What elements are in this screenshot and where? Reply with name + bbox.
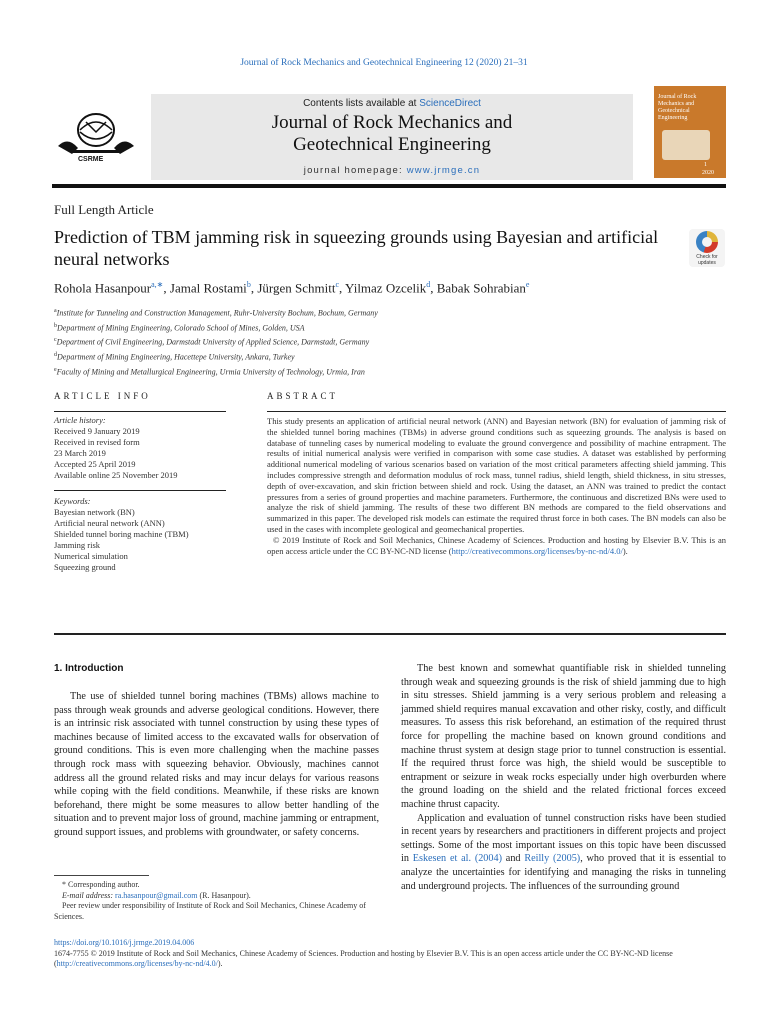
- author-affil-mark[interactable]: b: [246, 280, 251, 289]
- cover-year: 2020: [702, 170, 714, 176]
- email-owner: (R. Hasanpour).: [197, 890, 251, 900]
- author-affil-mark[interactable]: e: [525, 280, 530, 289]
- header-divider: [52, 184, 726, 188]
- journal-cover[interactable]: [654, 86, 726, 178]
- author-sep: ,: [339, 280, 346, 296]
- journal-homepage: [151, 165, 633, 176]
- abstract-copyright: [267, 535, 726, 557]
- affil-text: Department of Mining Engineering, Colorado School of Mines, Golden, USA: [57, 323, 305, 333]
- author-affil-mark[interactable]: c: [335, 280, 339, 289]
- article-info-rule: [54, 411, 226, 412]
- peer-review-note: Peer review under responsibility of Institute of Rock and Soil Mechanics, Chinese Academy of Sciences.: [54, 901, 366, 921]
- body-left-column: [54, 690, 379, 840]
- homepage-prefix: journal homepage:: [303, 165, 407, 176]
- author-affil-mark[interactable]: a,∗: [151, 280, 164, 289]
- affiliations: [54, 305, 378, 378]
- homepage-link[interactable]: www.jrmge.cn: [406, 165, 481, 176]
- affil-mark: c: [54, 337, 57, 344]
- author-sep: ,: [250, 280, 258, 296]
- abstract-rule: [267, 411, 726, 412]
- license-link[interactable]: http://creativecommons.org/licenses/by-nc-nd/4.0/: [451, 545, 623, 556]
- check-updates-icon-core: [702, 237, 712, 247]
- paragraph-text: Application and evaluation of tunnel construction risks have been studied in recent years by researchers and practitioners in different projects and project settings. Some of the most important issues on this topic have been discussed in: [401, 812, 726, 865]
- footnote-rule: [54, 875, 149, 876]
- check-updates-label: Check for updates: [696, 254, 718, 266]
- author-sep: ,: [163, 280, 170, 296]
- copyright-text: © 2019 Institute of Rock and Soil Mechanics, Chinese Academy of Sciences. Production and hosting by Elsevier B.V. This is an open access article under the CC BY-NC-ND license (: [267, 534, 726, 556]
- affil-text: Department of Civil Engineering, Darmstadt University of Applied Science, Darmstadt, Germany: [56, 337, 370, 347]
- affiliation: [54, 334, 378, 349]
- contents-line: [151, 98, 633, 109]
- doi-link[interactable]: https://doi.org/10.1016/j.jrmge.2019.04.006: [54, 938, 195, 947]
- check-for-updates-badge[interactable]: [689, 229, 725, 267]
- affil-text: Department of Mining Engineering, Hacettepe University, Ankara, Turkey: [57, 352, 295, 362]
- citation-link[interactable]: Reilly (2005): [524, 853, 581, 865]
- email-label: E-mail address:: [62, 890, 116, 900]
- body-paragraph: The use of shielded tunnel boring machines (TBMs) allows machine to pass through weak grounds and adverse geological conditions. However, there is an intrinsic risk associated with tunnel construction by using these types of machines because of limited access to the excavated walls for observation of ground conditions. This is even more challenging when the machine passes through rock mass with squeezing behavior. Obviously, machines cannot address all the ground related risks and may incur delays for various reasons while coping with the field conditions. Meanwhile, if these risks are known beforehand, there might be some measures to allow better handling of the situation and to prevent major loss of ground, machine jamming or entrapment, ground support issues, and problems with groundwater, or safety concerns.: [54, 691, 379, 838]
- keywords-label: Keywords:: [54, 496, 91, 506]
- keyword: Squeezing ground: [54, 562, 116, 572]
- abstract-heading: ABSTRACT: [267, 391, 339, 401]
- body-paragraph: [401, 812, 726, 894]
- copyright-end: ).: [622, 545, 628, 556]
- history-item: Received in revised form: [54, 437, 140, 447]
- section-title: 1. Introduction: [54, 663, 124, 674]
- author-sep: ,: [430, 280, 437, 296]
- logo-text: CSRME: [78, 156, 104, 163]
- affil-text: Faculty of Mining and Metallurgical Engineering, Urmia University of Technology, Urmia, Iran: [56, 367, 365, 377]
- abstract: [267, 416, 726, 556]
- corresponding-author-note: * Corresponding author.: [62, 880, 140, 889]
- history-label: Article history:: [54, 415, 106, 425]
- journal-banner: [151, 94, 633, 180]
- affil-text: Institute for Tunneling and Construction Management, Ruhr-University Bochum, Bochum, Germany: [56, 308, 378, 318]
- cover-image: [662, 130, 710, 160]
- keywords: [54, 496, 189, 573]
- body-right-column: [401, 662, 726, 893]
- keyword: Numerical simulation: [54, 551, 128, 561]
- affiliation: [54, 305, 378, 320]
- history-item: Received 9 January 2019: [54, 426, 140, 436]
- author-list: [54, 280, 529, 296]
- citation-link[interactable]: Eskesen et al. (2004): [412, 853, 502, 865]
- affil-mark: d: [54, 351, 57, 358]
- author-name[interactable]: Yilmaz Ozcelik: [345, 280, 427, 296]
- author-name[interactable]: Jürgen Schmitt: [257, 280, 336, 296]
- body-paragraph: The best known and somewhat quantifiable risk in shielded tunneling through weak and squeezing grounds is the risk of shield jamming due to high in situ stresses. Shield jamming is a very serious problem and releasing a jammed shield requires manual excavation and other risky, costly, and difficult measures. To assess this risk beforehand, an estimation of the required thrust force for propelling the machine based on known ground conditions and machine thrust system at design stage prior to tunnel construction is essential. If the required thrust force was high, the shield would be susceptible to entrapment or seizure in weak rocks especially under high overburden where the ground loading on the shield and the related frictional forces exceed machine thrust capacity.: [401, 663, 726, 810]
- footer-license-line: [54, 949, 726, 970]
- keyword: Artificial neural network (ANN): [54, 518, 165, 528]
- history-item: 23 March 2019: [54, 448, 106, 458]
- journal-title: [151, 112, 633, 156]
- front-matter-divider: [54, 633, 726, 635]
- footer-license-link[interactable]: http://creativecommons.org/licenses/by-nc-nd/4.0/: [56, 959, 218, 968]
- author-affil-mark[interactable]: d: [426, 280, 431, 289]
- author-name[interactable]: Babak Sohrabian: [436, 280, 526, 296]
- email-note: [54, 891, 379, 902]
- author-name[interactable]: Jamal Rostami: [169, 280, 247, 296]
- paragraph-text: and: [501, 853, 525, 865]
- article-info-heading: ARTICLE INFO: [54, 391, 151, 401]
- affil-mark: a: [54, 308, 57, 314]
- affiliation: [54, 364, 378, 379]
- history-item: Available online 25 November 2019: [54, 470, 178, 480]
- affiliation: [54, 349, 378, 364]
- history-item: Accepted 25 April 2019: [54, 459, 136, 469]
- email-link[interactable]: ra.hasanpour@gmail.com: [115, 890, 198, 900]
- affil-mark: e: [54, 366, 57, 373]
- csrme-logo: [52, 108, 140, 168]
- affil-mark: b: [54, 322, 57, 329]
- article-title: Prediction of TBM jamming risk in squeezing grounds using Bayesian and artificial neural networks: [54, 227, 659, 269]
- journal-reference[interactable]: Journal of Rock Mechanics and Geotechnical Engineering 12 (2020) 21–31: [240, 58, 528, 68]
- author-name[interactable]: Rohola Hasanpour: [54, 280, 152, 296]
- journal-title-line2: Geotechnical Engineering: [293, 134, 491, 155]
- abstract-text: This study presents an application of artificial neural network (ANN) and Bayesian network (BN) for evaluation of jamming risk of the shielded tunnel boring machines (TBMs) in adverse ground conditions such as squeezing grounds. The analysis is based on database of tunneling cases by numerical modeling to evaluate the ground convergence and possibility of machine entrapment. The results of initial numerical analysis were verified in comparison with some case studies. A dataset was established by performing additional numerical modeling of various scenarios based on variation of the most critical parameters affecting shield jamming. This includes compressive strength and deformation modulus of rock mass, tunnel radius, shield length, shield thickness, in situ stresses, depth of over-excavation, and skin friction between shield and rock. Using the dataset, an ANN was trained to predict the contact pressures from a series of ground properties and machine parameters. Furthermore, the continuous and discretized BNs were used to analyze the risk of shield jamming. The results of these two different BN methods are compared to the field observations and summarized in this paper. The developed risk models can estimate the required thrust force in both cases. The BN models can also be used in the cases with incomplete geological and geomechanical properties.: [267, 416, 726, 534]
- footnotes: [54, 880, 379, 922]
- keyword: Shielded tunnel boring machine (TBM): [54, 529, 189, 539]
- page-footer: [54, 938, 726, 970]
- keyword: Jamming risk: [54, 540, 101, 550]
- footer-text-end: ).: [217, 959, 223, 968]
- cover-issue: 1: [704, 162, 707, 168]
- affiliation: [54, 320, 378, 335]
- article-type: Full Length Article: [54, 202, 154, 217]
- keyword: Bayesian network (BN): [54, 507, 135, 517]
- cover-title: Journal of Rock Mechanics and Geotechnical Engineering: [658, 94, 697, 121]
- article-history: [54, 415, 178, 481]
- paragraph-text: , who proved that it is essential to analyze the uncertainties for identifying and managing the risks in tunneling and underground projects. The influences of the surrounding ground: [401, 853, 726, 892]
- sciencedirect-link[interactable]: ScienceDirect: [419, 98, 481, 109]
- keywords-rule: [54, 490, 226, 491]
- contents-prefix: Contents lists available at: [303, 98, 420, 109]
- footer-text: 1674-7755 © 2019 Institute of Rock and Soil Mechanics, Chinese Academy of Sciences. Production and hosting by Elsevier B.V. This is an open access article under the CC BY-NC-ND license (: [54, 948, 673, 968]
- journal-title-line1: Journal of Rock Mechanics and: [271, 112, 513, 133]
